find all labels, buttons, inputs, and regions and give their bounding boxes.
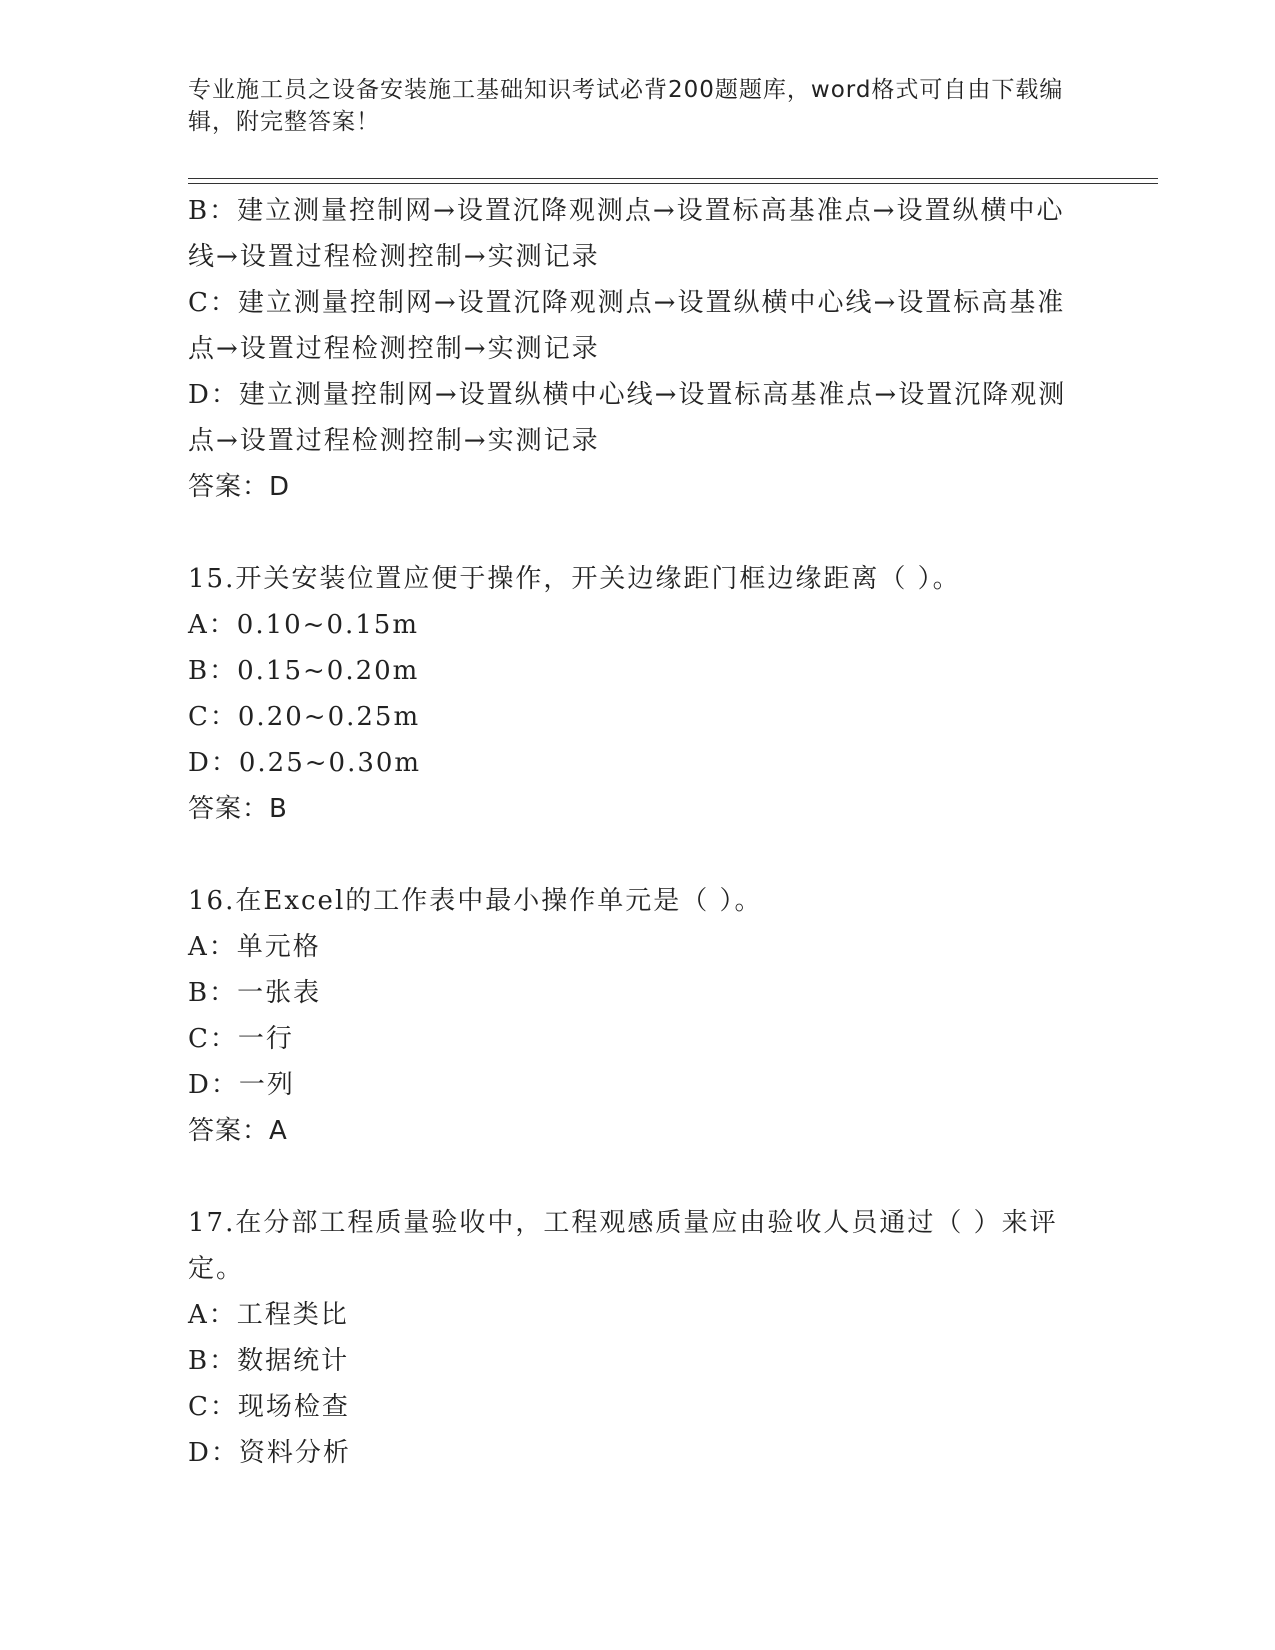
option-c: C：0.20~0.25m — [188, 702, 421, 732]
continued-question — [188, 188, 1088, 510]
option-b: B：数据统计 — [188, 1346, 350, 1376]
option-c: C：一行 — [188, 1024, 294, 1054]
option-b: B：建立测量控制网→设置沉降观测点→设置标高基准点→设置纵横中心线→设置过程检测控制→实测记录 — [188, 196, 1065, 272]
option-d: D：建立测量控制网→设置纵横中心线→设置标高基准点→设置沉降观测点→设置过程检测控制→实测记录 — [188, 380, 1067, 456]
option-d: D：资料分析 — [188, 1438, 351, 1468]
header-rule-top — [188, 178, 1158, 179]
option-a: A：单元格 — [188, 932, 321, 962]
answer: 答案：A — [188, 1116, 288, 1146]
option-d: D：0.25~0.30m — [188, 748, 422, 778]
question-stem: 15.开关安装位置应便于操作，开关边缘距门框边缘距离（ ）。 — [188, 564, 961, 594]
option-b: B：0.15~0.20m — [188, 656, 420, 686]
question-stem: 17.在分部工程质量验收中，工程观感质量应由验收人员通过（ ）来评定。 — [188, 1208, 1058, 1284]
header-rule-bottom — [188, 183, 1158, 184]
question-17 — [188, 1200, 1088, 1476]
answer: 答案：D — [188, 472, 291, 502]
option-c: C：建立测量控制网→设置沉降观测点→设置纵横中心线→设置标高基准点→设置过程检测控制→实测记录 — [188, 288, 1066, 364]
question-stem: 16.在Excel的工作表中最小操作单元是（ ）。 — [188, 886, 763, 916]
option-a: A：工程类比 — [188, 1300, 349, 1330]
question-content — [188, 188, 1088, 1476]
option-b: B：一张表 — [188, 978, 322, 1008]
question-15 — [188, 556, 1088, 832]
option-d: D：一列 — [188, 1070, 295, 1100]
option-a: A：0.10~0.15m — [188, 610, 419, 640]
question-16 — [188, 878, 1088, 1154]
option-c: C：现场检查 — [188, 1392, 350, 1422]
answer: 答案：B — [188, 794, 288, 824]
document-header: 专业施工员之设备安装施工基础知识考试必背200题题库，word格式可自由下载编辑，附完整答案！ — [188, 77, 1064, 135]
